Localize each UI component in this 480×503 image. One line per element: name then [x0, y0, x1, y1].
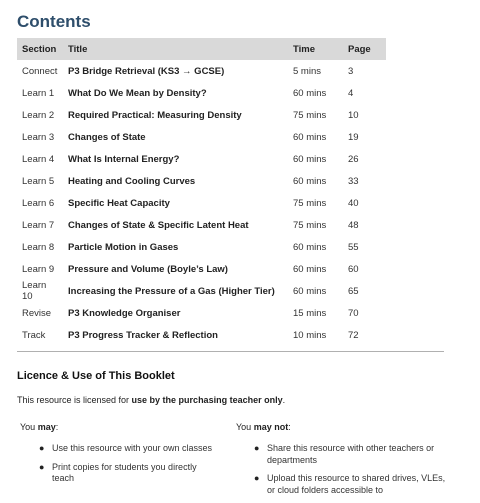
title-cell: Particle Motion in Gases	[68, 241, 179, 253]
section-divider	[17, 351, 444, 352]
table-row	[17, 170, 386, 192]
licence-intro	[17, 395, 285, 405]
may-not-heading	[236, 422, 291, 432]
contents-table	[17, 38, 386, 346]
time-cell: 60 mins	[293, 87, 327, 99]
page-cell: 4	[348, 87, 354, 99]
may-list	[36, 443, 216, 492]
section-cell: Learn 5	[22, 175, 55, 187]
section-cell: Learn 3	[22, 131, 55, 143]
may-item-text: Print copies for students you directly teach	[52, 461, 197, 483]
table-row	[17, 148, 386, 170]
time-cell: 75 mins	[293, 219, 327, 231]
column-header-page: Page	[343, 38, 386, 60]
contents-table-body	[17, 60, 386, 346]
may-heading-prefix: You	[20, 422, 38, 432]
time-cell: 10 mins	[293, 329, 327, 341]
licence-intro-suffix: .	[282, 395, 286, 405]
licence-intro-bold: use by the purchasing teacher only	[131, 395, 283, 405]
title-cell: Heating and Cooling Curves	[68, 175, 196, 187]
table-row	[17, 302, 386, 324]
column-header-title: Title	[63, 38, 288, 60]
time-cell: 15 mins	[293, 307, 327, 319]
page-cell: 55	[348, 241, 359, 253]
table-row	[17, 126, 386, 148]
section-cell: Learn 8	[22, 241, 55, 253]
title-cell: Increasing the Pressure of a Gas (Higher Tier)	[68, 285, 275, 297]
time-cell: 75 mins	[293, 109, 327, 121]
table-row	[17, 258, 386, 280]
may-not-list	[251, 443, 451, 503]
section-cell: Track	[22, 329, 46, 341]
section-cell: Learn 7	[22, 219, 55, 231]
section-cell: Connect	[22, 65, 58, 77]
bullet-icon: ●	[254, 473, 260, 483]
time-cell: 60 mins	[293, 263, 327, 275]
contents-header-row	[17, 38, 386, 60]
title-cell: Changes of State	[68, 131, 146, 143]
may-not-item-text: Share this resource with other teachers or departments	[267, 443, 435, 465]
time-cell: 60 mins	[293, 153, 327, 165]
may-not-list-item	[251, 443, 451, 466]
title-cell: Required Practical: Measuring Density	[68, 109, 242, 121]
may-heading	[20, 422, 58, 432]
bullet-icon: ●	[254, 443, 260, 453]
page-cell: 72	[348, 329, 359, 341]
page-cell: 33	[348, 175, 359, 187]
section-cell: Learn 4	[22, 153, 55, 165]
page-cell: 10	[348, 109, 359, 121]
page-cell: 3	[348, 65, 354, 77]
title-cell: Pressure and Volume (Boyle’s Law)	[68, 263, 228, 275]
section-cell: Learn 2	[22, 109, 55, 121]
page-cell: 70	[348, 307, 359, 319]
title-cell: P3 Bridge Retrieval (KS3 → GCSE)	[68, 65, 225, 77]
table-row	[17, 214, 386, 236]
title-cell: Changes of State & Specific Latent Heat	[68, 219, 249, 231]
title-cell: P3 Knowledge Organiser	[68, 307, 181, 319]
table-row	[17, 236, 386, 258]
time-cell: 5 mins	[293, 65, 321, 77]
column-header-section: Section	[17, 38, 63, 60]
section-cell: Learn 9	[22, 263, 55, 275]
page-cell: 40	[348, 197, 359, 209]
table-row	[17, 104, 386, 126]
time-cell: 60 mins	[293, 131, 327, 143]
may-list-item	[36, 443, 216, 455]
page-cell: 19	[348, 131, 359, 143]
page-cell: 26	[348, 153, 359, 165]
page-cell: 48	[348, 219, 359, 231]
title-cell: P3 Progress Tracker & Reflection	[68, 329, 218, 341]
table-row	[17, 192, 386, 214]
may-not-heading-suffix: :	[288, 422, 291, 432]
time-cell: 60 mins	[293, 285, 327, 297]
section-cell: Revise	[22, 307, 52, 319]
contents-heading: Contents	[17, 12, 91, 31]
may-not-list-item	[251, 473, 451, 496]
table-row	[17, 60, 386, 82]
may-not-heading-prefix: You	[236, 422, 254, 432]
bullet-icon: ●	[39, 443, 45, 453]
title-cell: Specific Heat Capacity	[68, 197, 170, 209]
section-cell: Learn 10	[22, 280, 47, 302]
may-item-text: Use this resource with your own classes	[52, 443, 213, 453]
section-cell: Learn 6	[22, 197, 55, 209]
title-cell: What Do We Mean by Density?	[68, 87, 207, 99]
title-cell: What Is Internal Energy?	[68, 153, 180, 165]
licence-heading: Licence & Use of This Booklet	[17, 370, 175, 382]
may-not-heading-bold: may not	[253, 422, 289, 432]
may-list-item	[36, 462, 216, 485]
column-header-time: Time	[288, 38, 343, 60]
table-row	[17, 82, 386, 104]
page-cell: 60	[348, 263, 359, 275]
time-cell: 75 mins	[293, 197, 327, 209]
bullet-icon: ●	[39, 461, 45, 472]
table-row	[17, 324, 386, 346]
licence-intro-prefix: This resource is licensed for	[17, 395, 132, 405]
may-heading-bold: may	[37, 422, 56, 432]
may-not-item-text: Upload this resource to shared drives, VLEs, or cloud folders accessible to	[267, 473, 446, 495]
time-cell: 60 mins	[293, 175, 327, 187]
page-cell: 65	[348, 285, 359, 297]
section-cell: Learn 1	[22, 87, 55, 99]
may-heading-suffix: :	[55, 422, 59, 432]
time-cell: 60 mins	[293, 241, 327, 253]
table-row	[17, 280, 386, 302]
